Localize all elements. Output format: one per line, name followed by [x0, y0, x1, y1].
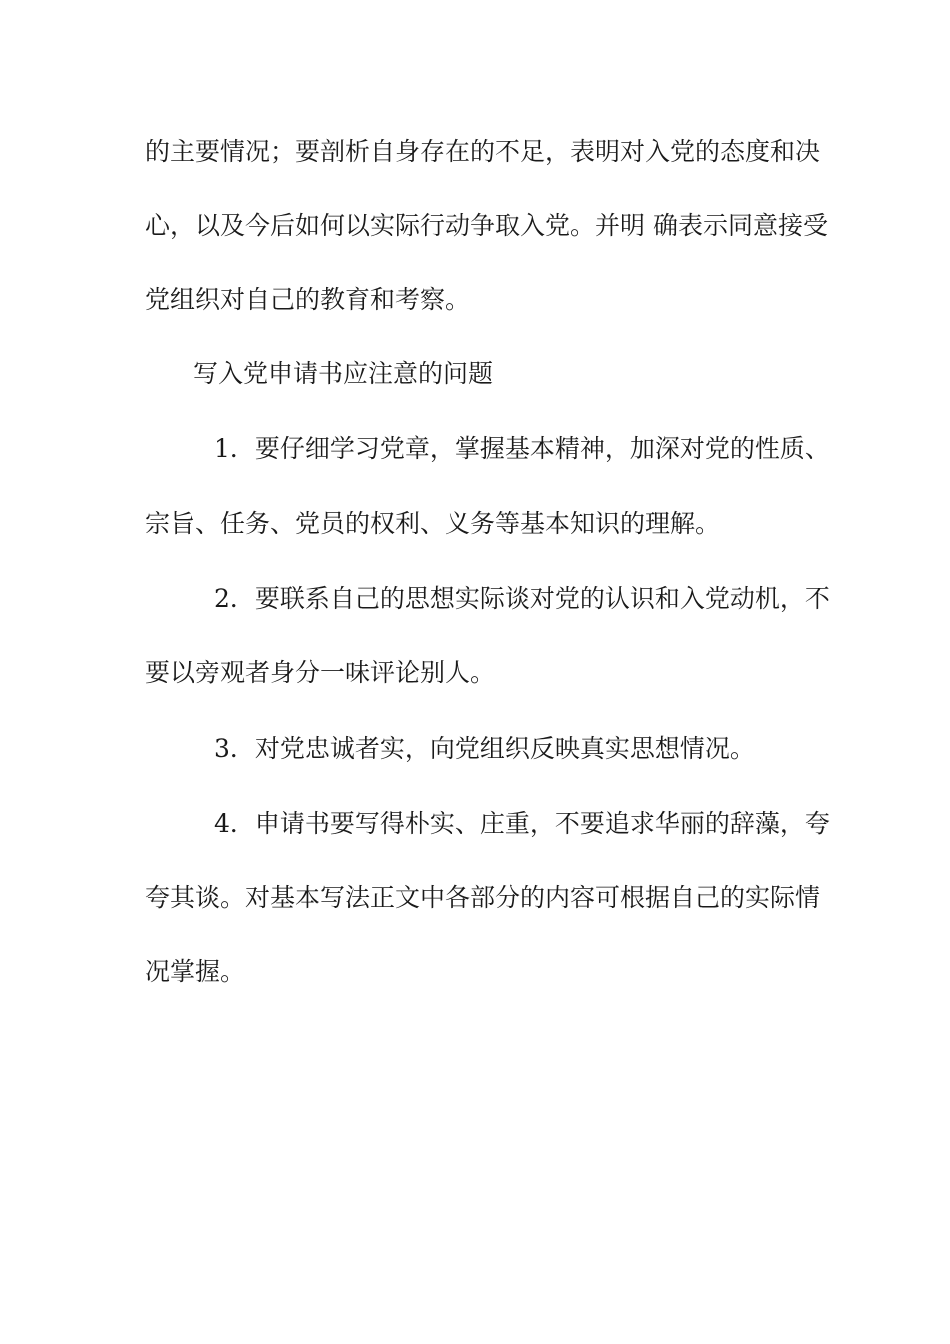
paragraph-line-1: 的主要情况；要剖析自身存在的不足，表明对入党的态度和决 [145, 137, 821, 166]
section-heading: 写入党申请书应注意的问题 [193, 359, 494, 388]
list-item-3: 3．对党忠诚者实，向党组织反映真实思想情况。 [214, 734, 755, 763]
list-item-4-line-3: 况掌握。 [145, 957, 246, 986]
list-item-4-line-1: 4．申请书要写得朴实、庄重，不要追求华丽的辞藻，夸 [214, 809, 830, 838]
list-item-2-line-2: 要以旁观者身分一味评论别人。 [145, 658, 496, 687]
list-item-1-line-2: 宗旨、任务、党员的权利、义务等基本知识的理解。 [145, 509, 721, 538]
list-item-1-line-1: 1．要仔细学习党章，掌握基本精神，加深对党的性质、 [214, 434, 830, 463]
paragraph-line-2: 心，以及今后如何以实际行动争取入党。并明 确表示同意接受 [145, 211, 828, 240]
paragraph-line-3: 党组织对自己的教育和考察。 [145, 285, 471, 314]
list-item-4-line-2: 夸其谈。对基本写法正文中各部分的内容可根据自己的实际情 [145, 883, 821, 912]
list-item-2-line-1: 2．要联系自己的思想实际谈对党的认识和入党动机，不 [214, 584, 830, 613]
